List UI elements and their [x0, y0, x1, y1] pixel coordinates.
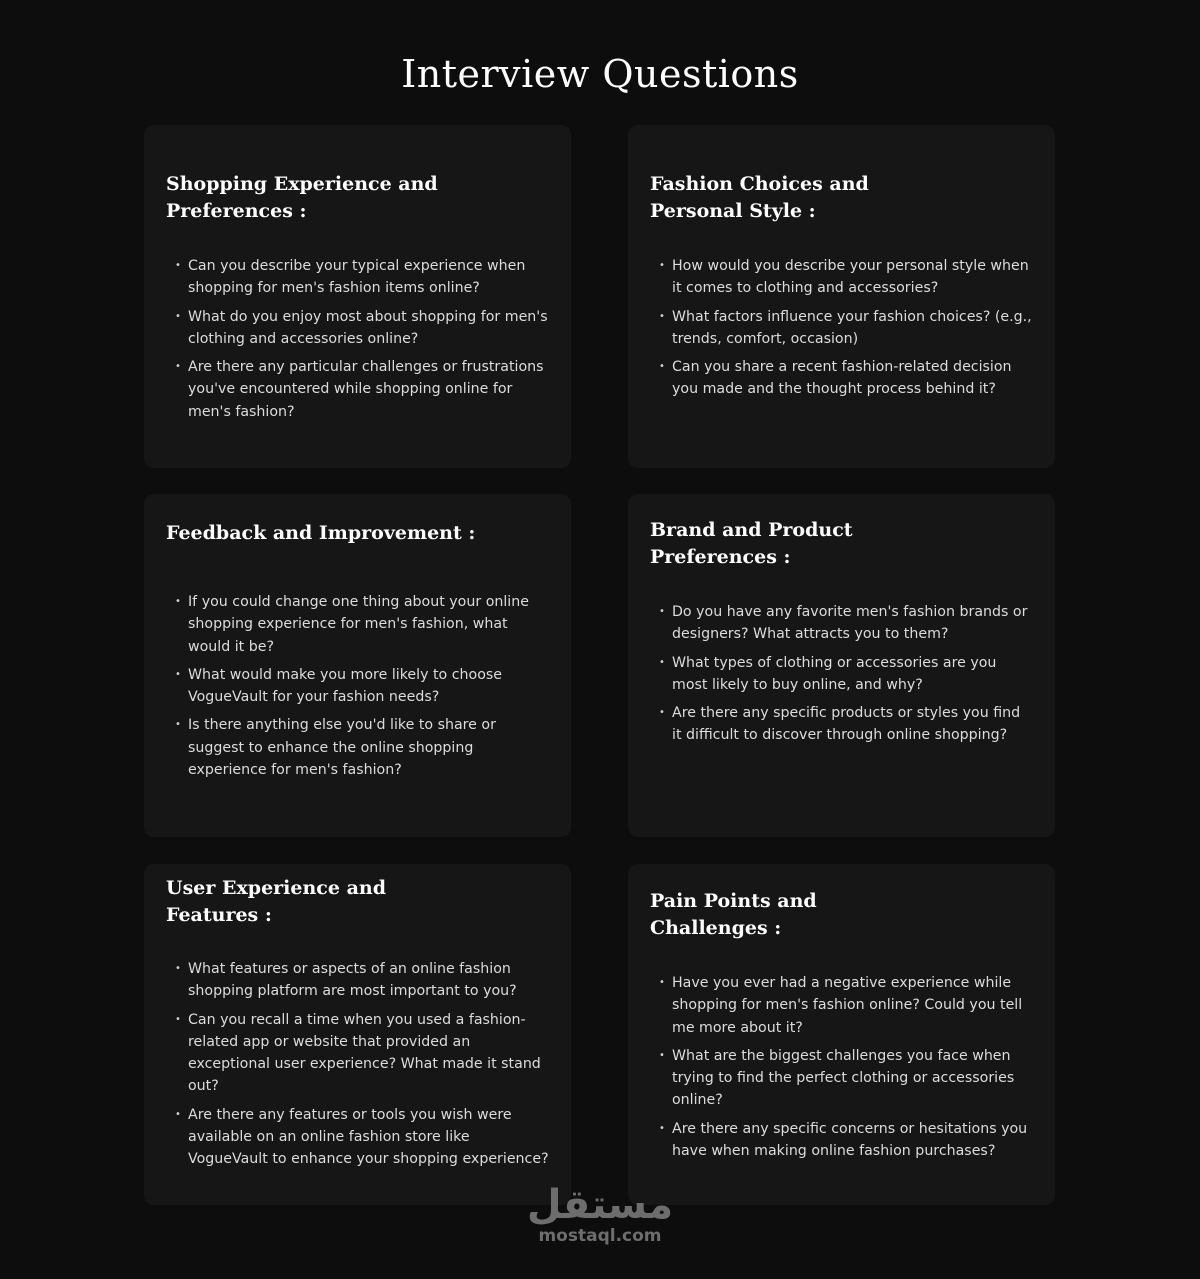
question-item: • What factors influence your fashion choices? (e.g., trends, comfort, occasion) [650, 306, 1033, 351]
question-item: • Have you ever had a negative experience while shopping for men's fashion online? Could you tell me more about it? [650, 972, 1033, 1039]
question-item: • Are there any particular challenges or frustrations you've encountered while shopping online for men's fashion? [166, 356, 549, 423]
question-list [650, 601, 1033, 747]
question-list [166, 591, 549, 781]
card-pain-points [628, 864, 1055, 1205]
question-list [650, 255, 1033, 401]
card-title: Fashion Choices and Personal Style : [650, 173, 869, 222]
card-title: Feedback and Improvement : [166, 522, 476, 544]
question-item: • Are there any features or tools you wish were available on an online fashion store like VogueVault to enhance your shopping experience? [166, 1104, 549, 1171]
question-list [650, 972, 1033, 1162]
question-item: • Can you describe your typical experience when shopping for men's fashion items online? [166, 255, 549, 300]
question-item: • Are there any specific concerns or hesitations you have when making online fashion purchases? [650, 1118, 1033, 1163]
watermark-arabic: مستقل [526, 1182, 674, 1228]
question-item: • Can you share a recent fashion-related decision you made and the thought process behind it? [650, 356, 1033, 401]
card-brand-product [628, 494, 1055, 837]
card-feedback-improvement [144, 494, 571, 837]
card-title: User Experience and Features : [166, 877, 386, 926]
card-title: Shopping Experience and Preferences : [166, 173, 438, 222]
question-item: • Is there anything else you'd like to share or suggest to enhance the online shopping experience for men's fashion? [166, 714, 549, 781]
question-item: • What would make you more likely to choose VogueVault for your fashion needs? [166, 664, 549, 709]
watermark-domain: mostaql.com [538, 1226, 662, 1246]
card-title: Pain Points and Challenges : [650, 890, 817, 939]
question-item: • Are there any specific products or styles you find it difficult to discover through online shopping? [650, 702, 1033, 747]
question-item: • If you could change one thing about your online shopping experience for men's fashion, what would it be? [166, 591, 549, 658]
page-title: Interview Questions [401, 52, 799, 96]
question-item: • How would you describe your personal style when it comes to clothing and accessories? [650, 255, 1033, 300]
question-item: • What types of clothing or accessories are you most likely to buy online, and why? [650, 652, 1033, 697]
card-title: Brand and Product Preferences : [650, 519, 853, 568]
question-item: • Do you have any favorite men's fashion brands or designers? What attracts you to them? [650, 601, 1033, 646]
question-list [166, 255, 549, 423]
question-item: • What do you enjoy most about shopping for men's clothing and accessories online? [166, 306, 549, 351]
question-item: • What features or aspects of an online fashion shopping platform are most important to you? [166, 958, 549, 1003]
card-shopping-experience [144, 125, 571, 468]
card-fashion-choices [628, 125, 1055, 468]
question-list [166, 958, 549, 1171]
question-item: • What are the biggest challenges you face when trying to find the perfect clothing or accessories online? [650, 1045, 1033, 1112]
question-item: • Can you recall a time when you used a fashion-related app or website that provided an exceptional user experience? What made it stand out? [166, 1009, 549, 1098]
watermark-logo [520, 1184, 680, 1246]
card-user-experience [144, 864, 571, 1205]
